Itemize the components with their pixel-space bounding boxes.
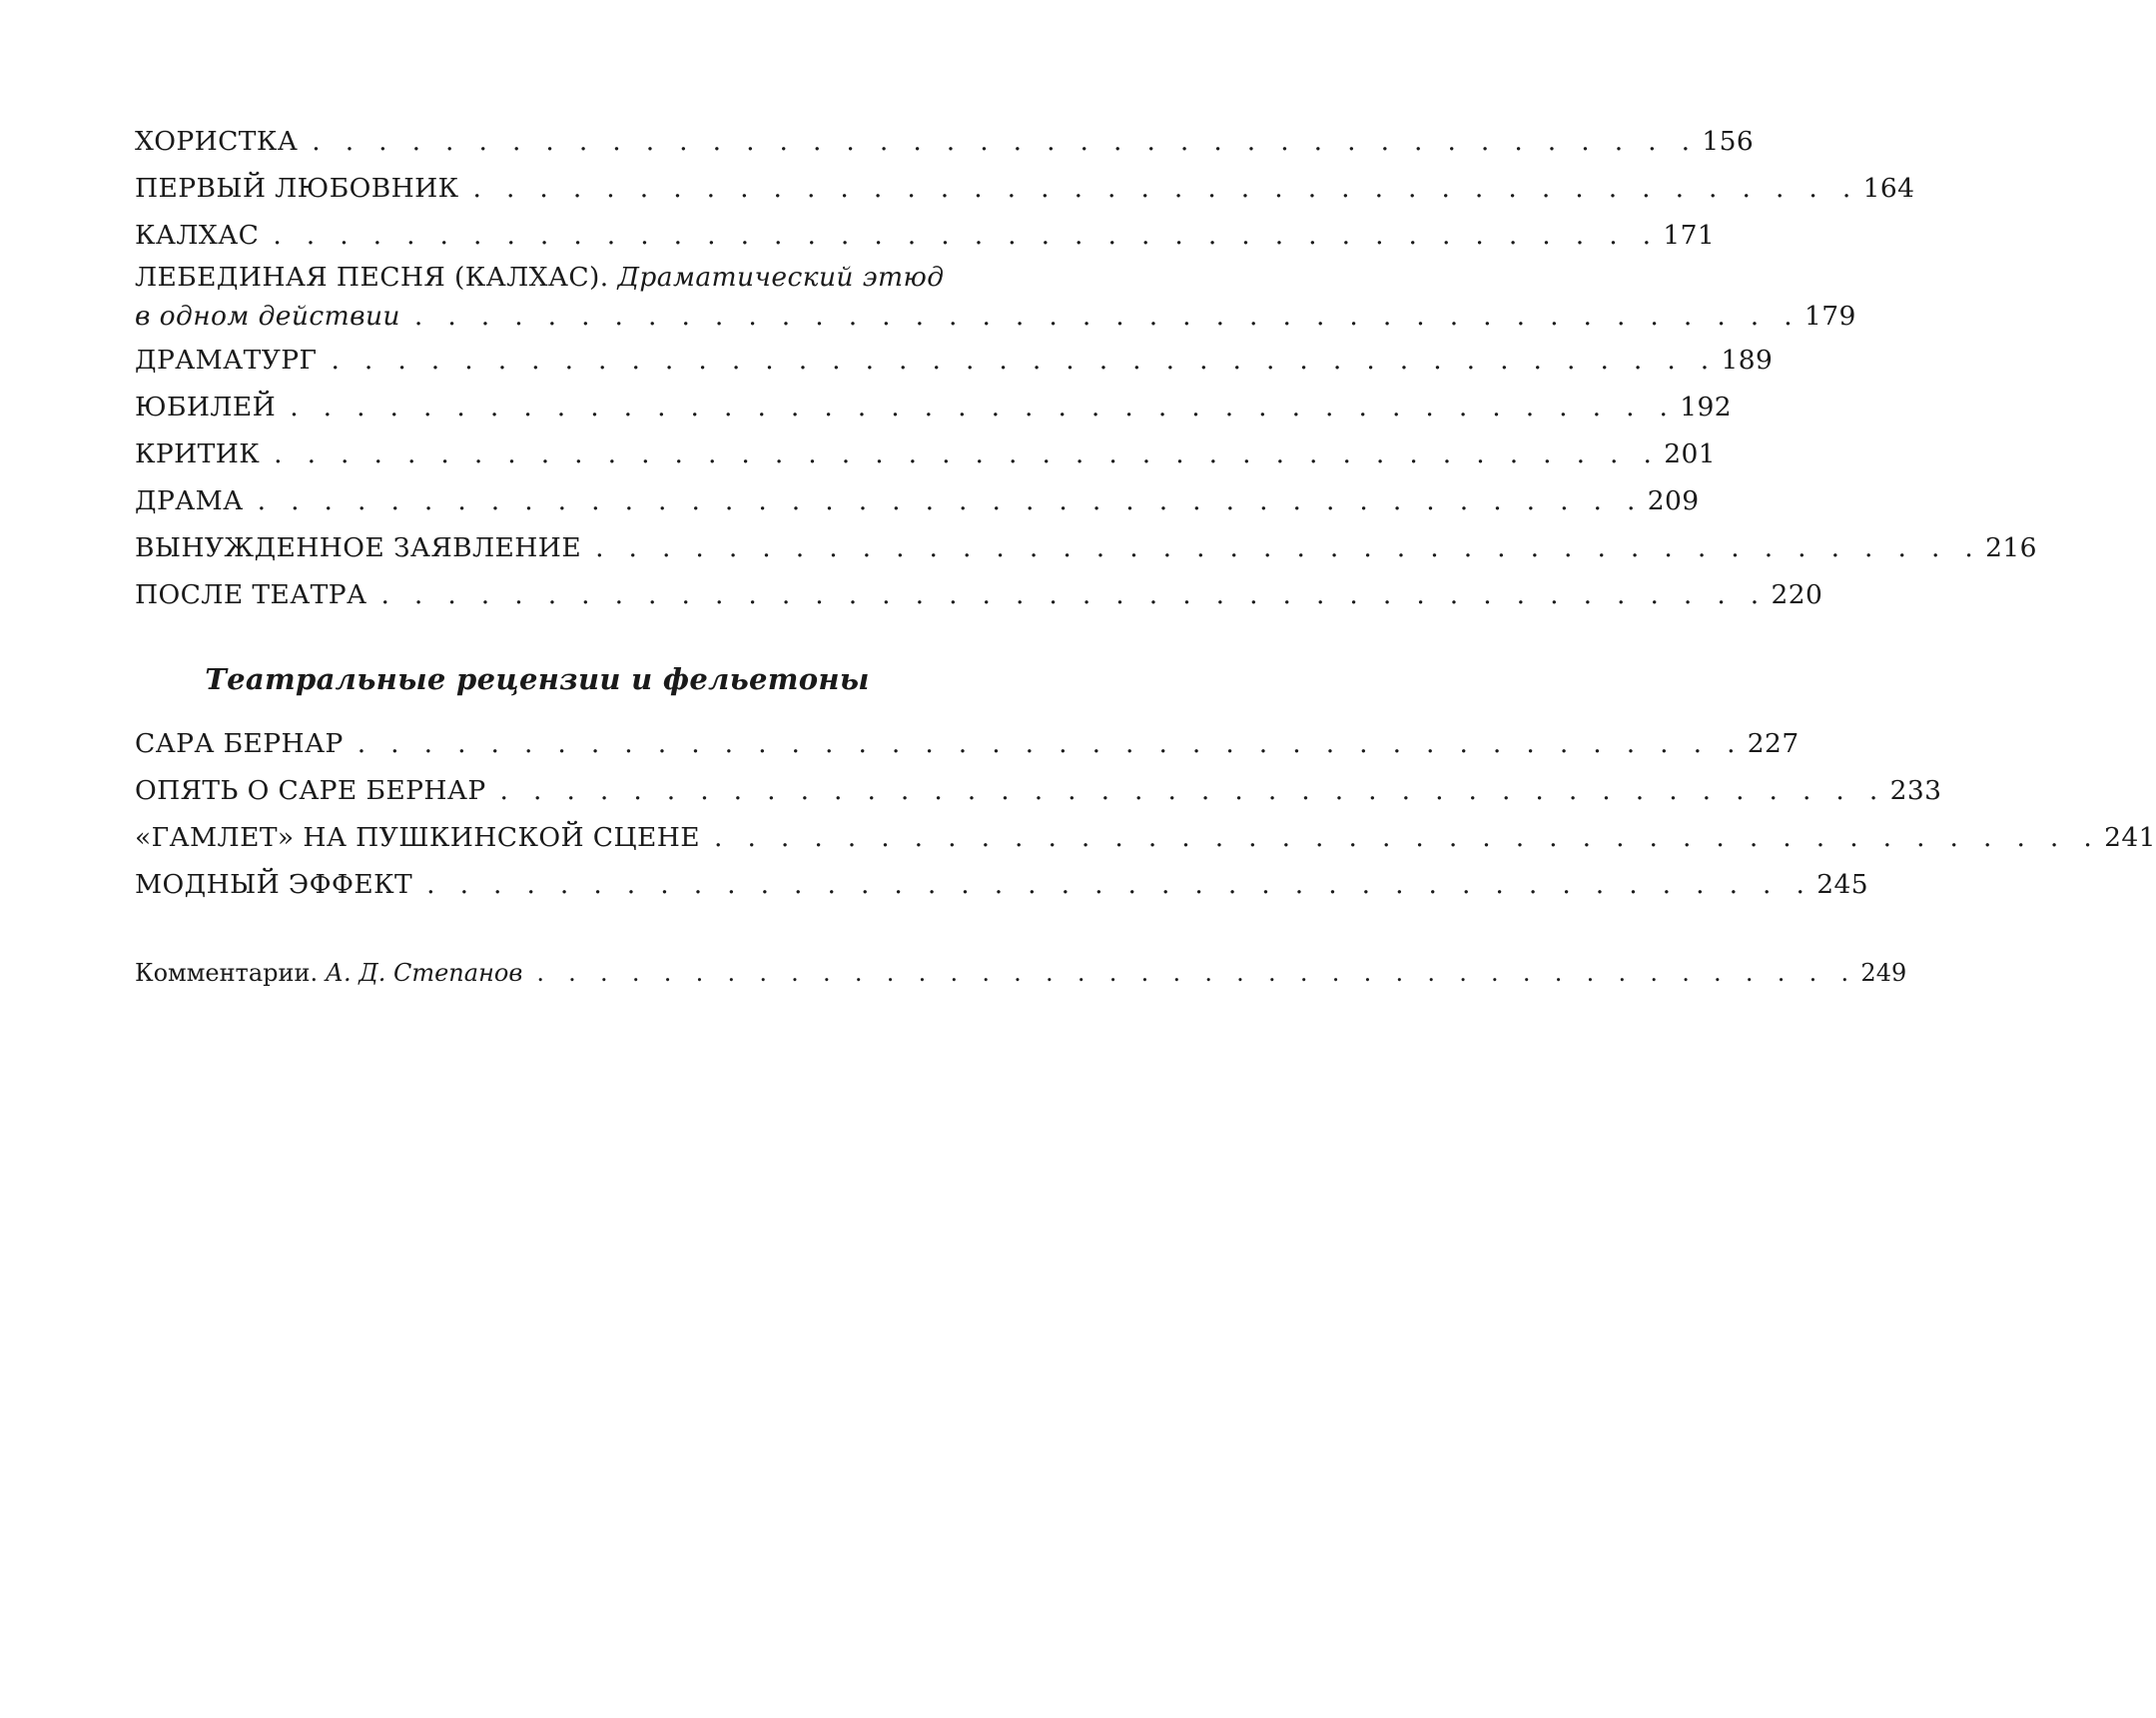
dot-leader: . . . . . . . . . . . . . . . . . . . . . . . . . . . . . . . . . . . . . . . . . . [413, 301, 1800, 332]
toc-entry-swan-song[interactable] [135, 259, 1856, 337]
toc-entry[interactable] [135, 212, 1716, 259]
dot-leader: . . . . . . . . . . . . . . . . . . . . . . . . . . . . . . . . . . . . . . . . . . [426, 869, 1813, 900]
toc-entry[interactable] [135, 814, 2156, 861]
toc-entry-page: 164 [1862, 173, 1915, 204]
toc-entry[interactable] [135, 384, 1733, 430]
dot-leader: . . . . . . . . . . . . . . . . . . . . . . . . . . . . . . . . . . . . . . . . . . [331, 345, 1718, 376]
toc-entry[interactable] [135, 571, 1823, 618]
toc-entry-subtitle-continued: в одном действии [135, 301, 400, 332]
toc-entry-subtitle: Драматический этюд [617, 262, 945, 293]
commentary-label: Комментарии. [135, 959, 319, 987]
toc-entry[interactable] [135, 477, 1700, 524]
toc-entry-page: 156 [1702, 126, 1755, 157]
dot-leader: . . . . . . . . . . . . . . . . . . . . . . . . . . . . . . . . . . . . . . . . . . [357, 728, 1744, 759]
spacer [135, 908, 940, 950]
toc-entry-page: 245 [1816, 869, 1868, 900]
toc-entry-title: «ГАМЛЕТ» НА ПУШКИНСКОЙ СЦЕНЕ [135, 822, 700, 853]
toc-entry-title: ЮБИЛЕЙ [135, 392, 277, 423]
toc-entry-title: КАЛХАС [135, 220, 260, 251]
toc-entry-title: ДРАМАТУРГ [135, 345, 318, 376]
dot-leader: . . . . . . . . . . . . . . . . . . . . . . . . . . . . . . . . . . . . . . . . . . [312, 126, 1699, 157]
toc-entry-page: 220 [1771, 579, 1823, 610]
dot-leader: . . . . . . . . . . . . . . . . . . . . . . . . . . . . . . . . . . . . . . . . . . [472, 173, 1859, 204]
dot-leader: . . . . . . . . . . . . . . . . . . . . . . . . . . . . . . . . . . . . . . . . . . [273, 220, 1660, 251]
dot-leader: . . . . . . . . . . . . . . . . . . . . . . . . . . . . . . . . . . . . . . . . . . [380, 579, 1768, 610]
toc-entry-second-line [135, 297, 1856, 337]
dot-leader: . . . . . . . . . . . . . . . . . . . . . . . . . . . . . . . . . . . . . . . . . . [257, 485, 1644, 516]
toc-entry[interactable] [135, 861, 1868, 908]
commentary-author: А. Д. Степанов [325, 959, 523, 987]
toc-entry-page: 201 [1664, 438, 1716, 469]
toc-entry-title: САРА БЕРНАР [135, 728, 344, 759]
toc-entry-page: 216 [1985, 532, 2037, 563]
toc-entry-title: ЛЕБЕДИНАЯ ПЕСНЯ (КАЛХАС). [135, 262, 609, 293]
dot-leader: . . . . . . . . . . . . . . . . . . . . . . . . . . . . . . . . . . . . . . . . . . [595, 532, 1982, 563]
toc-entry-title: ВЫНУЖДЕННОЕ ЗАЯВЛЕНИЕ [135, 532, 582, 563]
toc-entry[interactable] [135, 767, 1942, 814]
toc-entry-title [135, 950, 536, 997]
dot-leader: . . . . . . . . . . . . . . . . . . . . . . . . . . . . . . . . . . . . . . . . . . [290, 392, 1677, 423]
table-of-contents [135, 118, 2156, 997]
toc-entry[interactable] [135, 430, 1716, 477]
dot-leader: . . . . . . . . . . . . . . . . . . . . . . . . . . . . . . . . . . . . . . . . . . [714, 822, 2101, 853]
toc-entry-title: ХОРИСТКА [135, 126, 299, 157]
toc-entry-title: МОДНЫЙ ЭФФЕКТ [135, 869, 413, 900]
toc-entry[interactable] [135, 337, 1774, 384]
toc-entry-page: 249 [1860, 959, 1907, 987]
toc-entry-page: 171 [1663, 220, 1716, 251]
toc-entry-first-line [135, 259, 945, 297]
toc-entry-title: ПЕРВЫЙ ЛЮБОВНИК [135, 173, 459, 204]
dot-leader: . . . . . . . . . . . . . . . . . . . . . . . . . . . . . . . . . . . . . . . . . . [499, 775, 1886, 806]
toc-entry-page: 179 [1803, 301, 1856, 332]
toc-entry[interactable] [135, 165, 1915, 212]
toc-entry-page: 189 [1721, 345, 1774, 376]
section-heading: Театральные рецензии и фельетоны [205, 662, 870, 696]
toc-entry[interactable] [135, 720, 1799, 767]
dot-leader: . . . . . . . . . . . . . . . . . . . . . . . . . . . . . . . . . . . . . . . . . . [274, 438, 1661, 469]
toc-entry[interactable] [135, 524, 2037, 571]
toc-entry[interactable] [135, 118, 1755, 165]
toc-entry-page: 241 [2104, 822, 2156, 853]
toc-entry-title: ОПЯТЬ О САРЕ БЕРНАР [135, 775, 486, 806]
toc-entry-page: 227 [1747, 728, 1799, 759]
dot-leader: . . . . . . . . . . . . . . . . . . . . . . . . . . . . . . . . . . . . . . . . . . [536, 959, 1857, 987]
toc-entry-commentary[interactable] [135, 950, 1907, 997]
toc-entry-page: 192 [1680, 392, 1733, 423]
toc-entry-title: ПОСЛЕ ТЕАТРА [135, 579, 367, 610]
toc-entry-page: 233 [1889, 775, 1942, 806]
toc-entry-title: ДРАМА [135, 485, 244, 516]
toc-entry-page: 209 [1647, 485, 1700, 516]
toc-entry-title: КРИТИК [135, 438, 261, 469]
